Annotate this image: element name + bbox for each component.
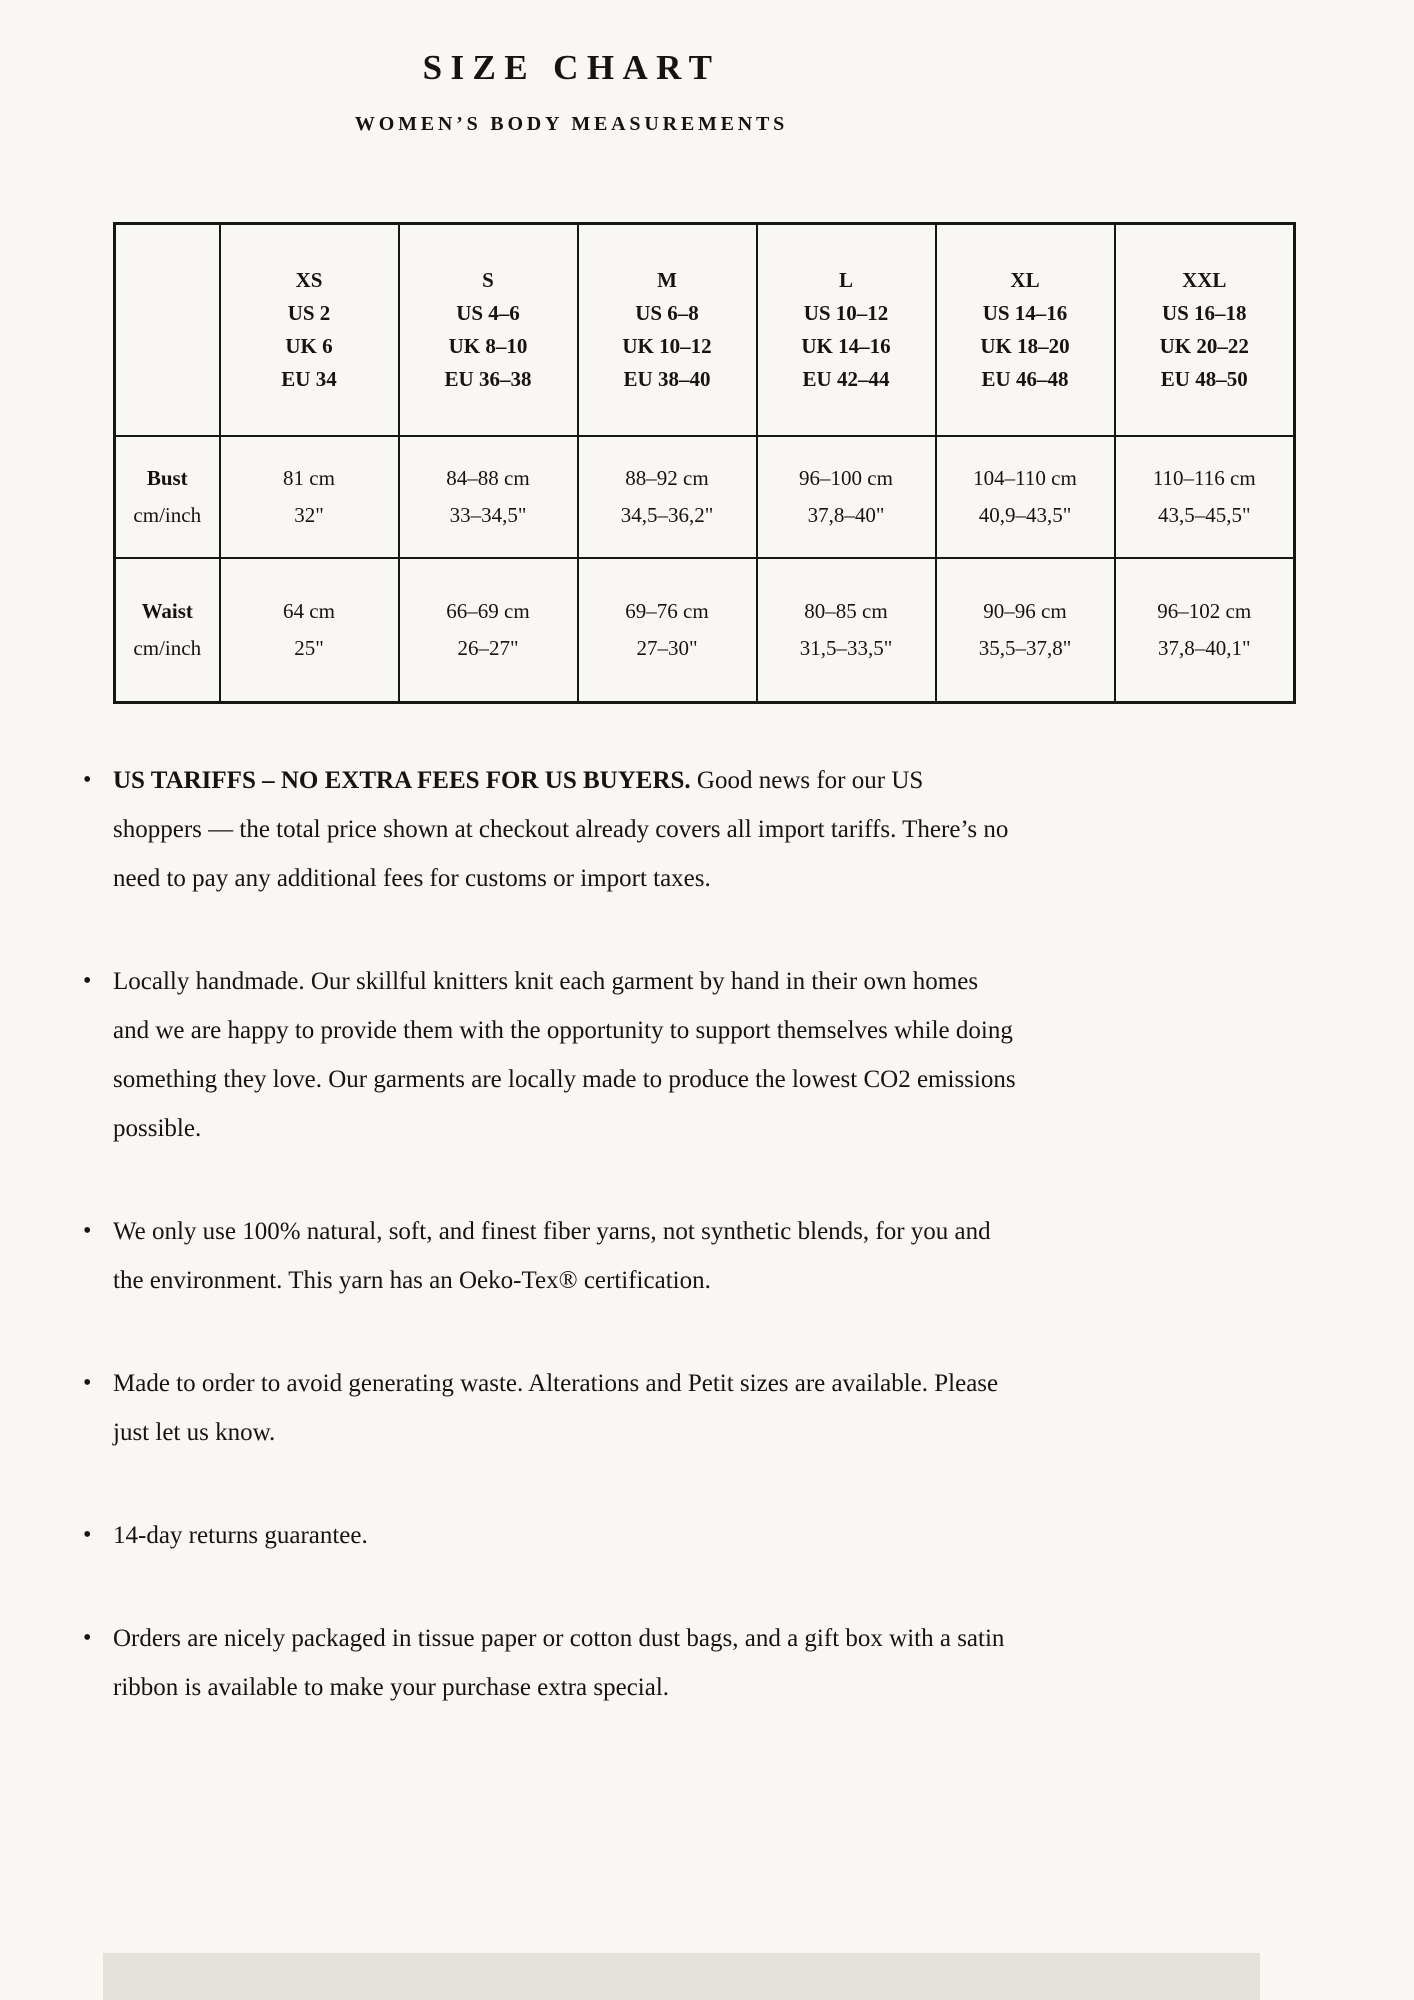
waist-row-label: Waist cm/inch xyxy=(115,558,220,703)
bullet-us-tariffs xyxy=(113,756,1018,903)
bust-value-xxl: 110–116 cm 43,5–45,5" xyxy=(1115,436,1295,558)
bullet-packaging xyxy=(113,1614,1018,1712)
waist-row xyxy=(115,558,1295,703)
page-title: SIZE CHART xyxy=(422,48,721,87)
size-col-header-xs: XS US 2 UK 6 EU 34 xyxy=(220,224,399,436)
waist-value-l: 80–85 cm 31,5–33,5" xyxy=(757,558,936,703)
waist-value-xxl: 96–102 cm 37,8–40,1" xyxy=(1115,558,1295,703)
bottom-image-fragment xyxy=(103,1953,1260,2000)
bullet-made-to-order xyxy=(113,1359,1018,1457)
bullet-natural-yarns xyxy=(113,1207,1018,1305)
bullet-locally-handmade xyxy=(113,957,1018,1153)
bullet-text: Orders are nicely packaged in tissue paper or cotton dust bags, and a gift box with a satin ribbon is available to make your purchase extra special. xyxy=(113,1625,1005,1701)
bullet-text: We only use 100% natural, soft, and finest fiber yarns, not synthetic blends, for you and the environment. This yarn has an Oeko-Tex® certification. xyxy=(113,1218,991,1294)
table-corner-cell xyxy=(115,224,220,436)
bullet-text: Good news for our US shoppers — the total price shown at checkout already covers all import tariffs. There’s no need to pay any additional fees for customs or import taxes. xyxy=(113,767,1009,892)
waist-value-xl: 90–96 cm 35,5–37,8" xyxy=(936,558,1115,703)
bust-row xyxy=(115,436,1295,558)
info-bullet-list xyxy=(113,756,1018,1712)
size-col-header-m: M US 6–8 UK 10–12 EU 38–40 xyxy=(578,224,757,436)
bust-value-xl: 104–110 cm 40,9–43,5" xyxy=(936,436,1115,558)
bullet-bold-text: US TARIFFS – NO EXTRA FEES FOR US BUYERS. xyxy=(113,767,691,794)
bullet-text: Locally handmade. Our skillful knitters knit each garment by hand in their own homes and we are happy to provide them with the opportunity to support themselves while doing something they love. Our garments are locally made to produce the lowest CO2 emissions possible. xyxy=(113,968,1016,1142)
size-chart-table xyxy=(113,222,1296,704)
waist-value-xs: 64 cm 25" xyxy=(220,558,399,703)
table-header-row xyxy=(115,224,1295,436)
bullet-text: Made to order to avoid generating waste. Alterations and Petit sizes are available. Please just let us know. xyxy=(113,1370,999,1446)
bullet-returns-guarantee xyxy=(113,1511,1018,1560)
waist-value-s: 66–69 cm 26–27" xyxy=(399,558,578,703)
bust-value-m: 88–92 cm 34,5–36,2" xyxy=(578,436,757,558)
document-header xyxy=(113,48,1030,136)
size-col-header-s: S US 4–6 UK 8–10 EU 36–38 xyxy=(399,224,578,436)
size-col-header-xxl: XXL US 16–18 UK 20–22 EU 48–50 xyxy=(1115,224,1295,436)
bust-value-l: 96–100 cm 37,8–40" xyxy=(757,436,936,558)
page-subtitle: WOMEN’S BODY MEASUREMENTS xyxy=(354,113,789,135)
bust-row-label: Bust cm/inch xyxy=(115,436,220,558)
waist-value-m: 69–76 cm 27–30" xyxy=(578,558,757,703)
bust-value-s: 84–88 cm 33–34,5" xyxy=(399,436,578,558)
size-col-header-l: L US 10–12 UK 14–16 EU 42–44 xyxy=(757,224,936,436)
size-col-header-xl: XL US 14–16 UK 18–20 EU 46–48 xyxy=(936,224,1115,436)
bullet-text: 14-day returns guarantee. xyxy=(113,1522,368,1549)
bust-value-xs: 81 cm 32" xyxy=(220,436,399,558)
